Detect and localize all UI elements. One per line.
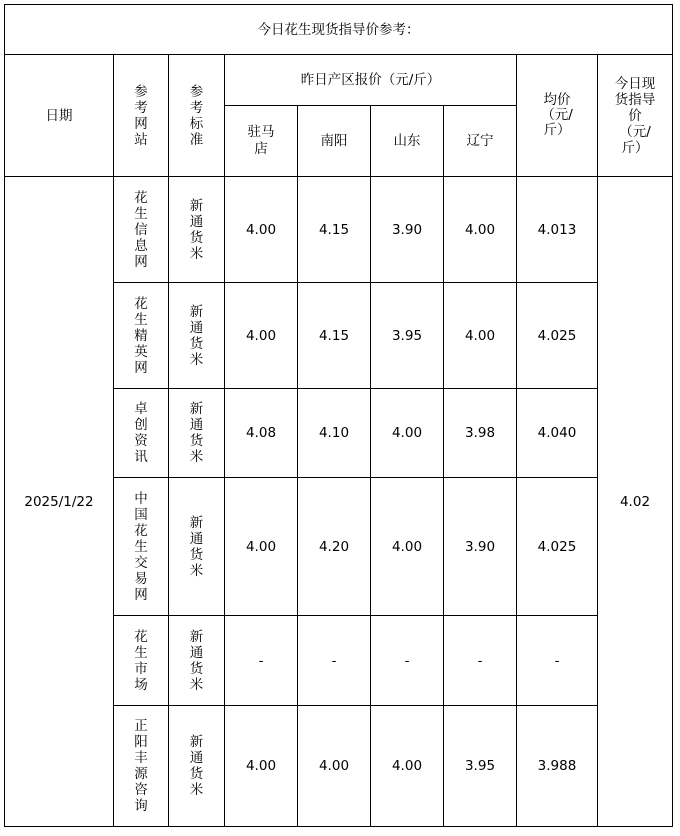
guide-header: 今日现货指导价（元/斤） (598, 55, 673, 177)
price-cell: 4.10 (298, 389, 371, 478)
standard-cell: 新通货米 (169, 616, 225, 706)
region-header: 驻马店 (225, 106, 298, 177)
guide-price-cell: 4.02 (598, 177, 673, 827)
site-cell: 花生精英网 (114, 283, 169, 389)
price-cell: 4.00 (225, 706, 298, 827)
price-cell: - (444, 616, 517, 706)
price-cell: 4.08 (225, 389, 298, 478)
region-header: 南阳 (298, 106, 371, 177)
price-cell: 4.00 (371, 478, 444, 616)
price-cell: 3.95 (371, 283, 444, 389)
price-cell: 4.00 (371, 389, 444, 478)
price-cell: 4.00 (225, 177, 298, 283)
price-cell: 4.00 (444, 283, 517, 389)
price-cell: 4.15 (298, 177, 371, 283)
price-cell: 4.00 (298, 706, 371, 827)
price-cell: - (225, 616, 298, 706)
price-cell: 4.00 (225, 283, 298, 389)
standard-cell: 新通货米 (169, 283, 225, 389)
price-table (4, 4, 673, 827)
average-cell: 4.040 (517, 389, 598, 478)
price-cell: - (298, 616, 371, 706)
region-header: 辽宁 (444, 106, 517, 177)
price-cell: 3.90 (444, 478, 517, 616)
average-cell: - (517, 616, 598, 706)
price-cell: 4.00 (371, 706, 444, 827)
price-cell: 4.00 (444, 177, 517, 283)
average-cell: 3.988 (517, 706, 598, 827)
standard-cell: 新通货米 (169, 177, 225, 283)
price-cell: 3.95 (444, 706, 517, 827)
average-cell: 4.025 (517, 478, 598, 616)
price-cell: 4.15 (298, 283, 371, 389)
site-header: 参考网站 (114, 55, 169, 177)
standard-cell: 新通货米 (169, 478, 225, 616)
site-cell: 正阳丰源咨询 (114, 706, 169, 827)
site-cell: 花生市场 (114, 616, 169, 706)
site-cell: 中国花生交易网 (114, 478, 169, 616)
site-cell: 卓创资讯 (114, 389, 169, 478)
average-header: 均价（元/斤） (517, 55, 598, 177)
standard-cell: 新通货米 (169, 706, 225, 827)
date-header: 日期 (5, 55, 114, 177)
standard-header: 参考标准 (169, 55, 225, 177)
price-cell: 3.98 (444, 389, 517, 478)
regions-group-header: 昨日产区报价（元/斤） (225, 55, 517, 106)
average-cell: 4.013 (517, 177, 598, 283)
site-cell: 花生信息网 (114, 177, 169, 283)
table-caption: 今日花生现货指导价参考： (5, 5, 673, 55)
price-cell: 4.20 (298, 478, 371, 616)
price-cell: 3.90 (371, 177, 444, 283)
date-cell: 2025/1/22 (5, 177, 114, 827)
table-row (5, 177, 673, 283)
region-header: 山东 (371, 106, 444, 177)
standard-cell: 新通货米 (169, 389, 225, 478)
average-cell: 4.025 (517, 283, 598, 389)
price-cell: - (371, 616, 444, 706)
price-cell: 4.00 (225, 478, 298, 616)
